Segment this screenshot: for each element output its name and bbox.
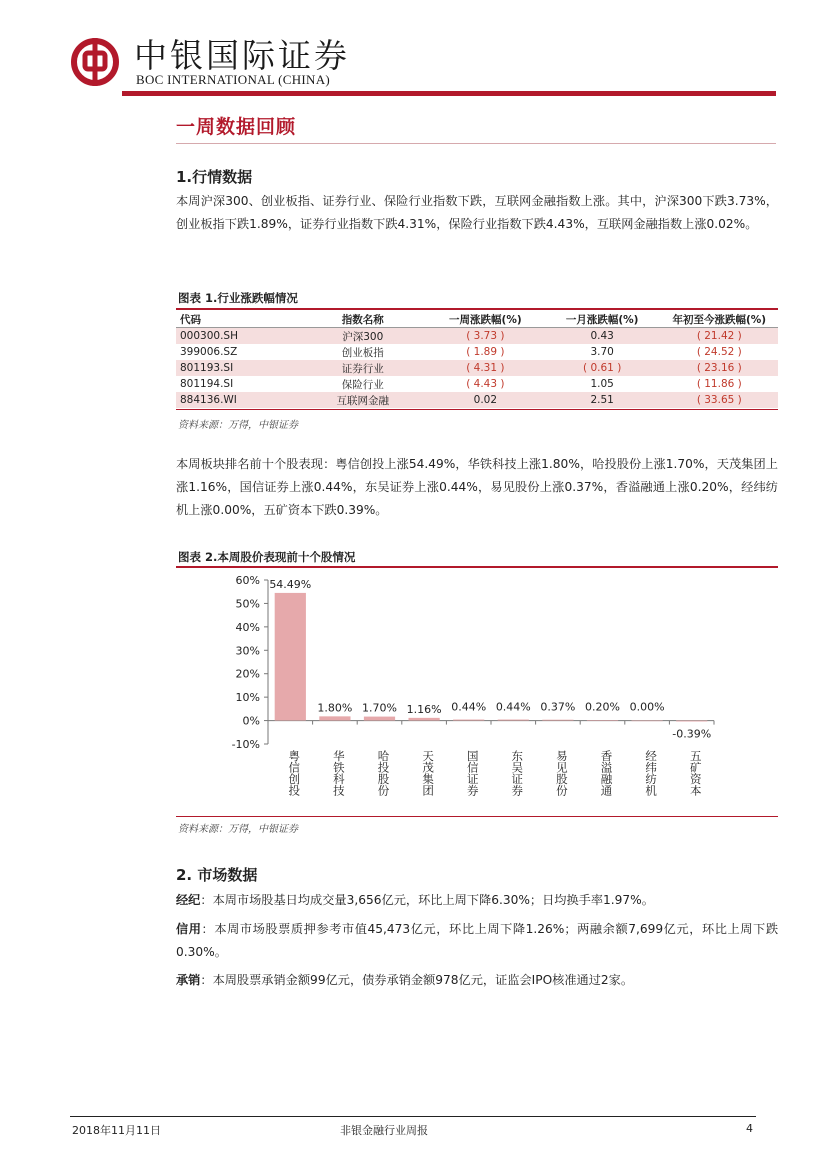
table-title: 图表 1.行业涨跌幅情况: [178, 291, 298, 305]
footer-date: 2018年11月11日: [72, 1124, 161, 1137]
label-separator: ：: [201, 922, 215, 936]
cell-week-change: ( 1.89 ): [466, 346, 505, 358]
data-label: 1.70%: [362, 701, 397, 715]
x-category-label: 国信证券: [465, 750, 480, 796]
col-header-index-name: 指数名称: [299, 311, 427, 328]
brand-name-en: BOC INTERNATIONAL (CHINA): [136, 72, 331, 87]
cell-code: 801193.SI: [176, 360, 299, 376]
top-ten-bar-chart: [176, 568, 778, 814]
footer-report-name: 非银金融行业周报: [340, 1124, 428, 1137]
cell-ytd-change: ( 21.42 ): [661, 328, 778, 345]
table-row: [176, 376, 778, 392]
label-brokerage: 经纪: [176, 893, 201, 907]
chart-source: 资料来源：万得，中银证券: [178, 824, 298, 835]
cell-month-change: 0.43: [544, 328, 661, 345]
chart-bottom-rule: [176, 816, 778, 817]
bar-国信证券: [453, 720, 484, 721]
y-tick-label: 0%: [242, 714, 260, 728]
table-source: 资料来源：万得，中银证券: [178, 420, 298, 431]
cell-index-name: 沪深300: [299, 328, 427, 345]
cell-month-change: 1.05: [590, 378, 614, 390]
data-label: -0.39%: [672, 727, 712, 741]
text-credit: 本周市场股票质押参考市值45,473亿元，环比上周下降1.26%；两融余额7,699亿元，环比上周下跌0.30%。: [176, 922, 779, 959]
subsection-title-market: 1.行情数据: [176, 168, 253, 186]
x-category-label: 五矿资本: [688, 750, 703, 796]
col-header-ytd-change: 年初至今涨跌幅(%): [661, 311, 778, 328]
cell-week-change: 0.02: [427, 392, 544, 408]
section-title-rule: [176, 143, 776, 144]
section-title: 一周数据回顾: [176, 116, 297, 138]
col-header-code: 代码: [176, 311, 299, 328]
cell-month-change: 2.51: [544, 392, 661, 408]
cell-code: 801194.SI: [180, 378, 234, 390]
x-category-label: 易见股份: [554, 750, 569, 796]
data-label: 1.80%: [317, 701, 353, 715]
bar-哈投股份: [364, 717, 395, 721]
data-label: 0.00%: [629, 700, 665, 714]
y-tick-label: 20%: [235, 667, 260, 681]
paragraph-top-ten: 本周板块排名前十个股表现：粤信创投上涨54.49%，华铁科技上涨1.80%，哈投股份上涨1.70%，天茂集团上涨1.16%，国信证券上涨0.44%，东吴证券上涨0.44%，易见股份上涨0.37%，香溢融通上涨0.20%，经纬纺机上涨0.00%，五矿资本下跌0.39%。: [176, 457, 778, 517]
cell-ytd-change: ( 33.65 ): [661, 392, 778, 408]
bar-香溢融通: [587, 720, 618, 721]
chart-title: 图表 2.本周股价表现前十个股情况: [178, 550, 356, 564]
bar-粤信创投: [275, 593, 306, 721]
cell-month-change: 3.70: [590, 346, 614, 358]
table-row: [176, 392, 778, 408]
y-tick-label: 60%: [235, 574, 260, 587]
bar-经纬纺机: [631, 721, 662, 722]
cell-code: 399006.SZ: [180, 346, 238, 358]
cell-index-name: 证券行业: [299, 360, 427, 376]
x-category-label: 香溢融通: [599, 750, 614, 796]
brand-name-cn: 中银国际证券: [134, 36, 350, 75]
table-row: [176, 328, 778, 345]
label-underwriting: 承销: [176, 973, 201, 987]
header-rule: [122, 91, 776, 96]
col-header-week-change: 一周涨跌幅(%): [427, 311, 544, 328]
bar-东吴证券: [498, 720, 529, 721]
bar-华铁科技: [319, 716, 350, 720]
bar-天茂集团: [408, 718, 439, 721]
paragraph-brokerage: [176, 889, 778, 912]
subsection-title-market-data: 2. 市场数据: [176, 866, 258, 884]
cell-ytd-change: ( 24.52 ): [696, 346, 742, 358]
footer-page-number: 4: [746, 1122, 753, 1135]
table-header-row: [176, 311, 778, 328]
data-label: 1.16%: [406, 702, 442, 716]
y-tick-label: 10%: [235, 691, 260, 705]
boc-logo: [70, 37, 120, 87]
data-label: 0.20%: [585, 700, 620, 714]
data-label: 0.44%: [451, 700, 487, 714]
x-category-label: 经纬纺机: [644, 750, 659, 796]
paragraph-market-summary: 本周沪深300、创业板指、证券行业、保险行业指数下跌，互联网金融指数上涨。其中，沪深300下跌3.73%，创业板指下跌1.89%，证券行业指数下跌4.31%，保险行业指数下跌4.43%，互联网金融指数上涨0.02%。: [176, 194, 778, 231]
industry-change-table: [176, 311, 778, 408]
bar-易见股份: [542, 720, 573, 721]
cell-ytd-change: ( 11.86 ): [696, 378, 742, 390]
y-tick-label: 50%: [235, 597, 260, 611]
y-tick-label: -10%: [231, 738, 260, 751]
x-category-label: 哈投股份: [376, 750, 391, 796]
data-label: 0.44%: [495, 700, 531, 714]
data-label: 54.49%: [269, 577, 312, 591]
cell-index-name: 保险行业: [341, 378, 384, 391]
cell-week-change: ( 4.31 ): [427, 360, 544, 376]
table-row: [176, 344, 778, 360]
paragraph-credit: [176, 918, 778, 964]
x-category-label: 天茂集团: [421, 750, 436, 796]
text-brokerage: 本周市场股基日均成交量3,656亿元，环比上周下降6.30%；日均换手率1.97%。: [212, 893, 654, 907]
y-tick-label: 40%: [235, 620, 260, 634]
cell-code: 884136.WI: [176, 392, 299, 408]
y-tick-label: 30%: [235, 644, 260, 658]
cell-index-name: 互联网金融: [299, 392, 427, 408]
table-bottom-rule: [176, 409, 778, 410]
cell-week-change: ( 3.73 ): [427, 328, 544, 345]
table-row: [176, 360, 778, 376]
cell-week-change: ( 4.43 ): [466, 378, 505, 390]
cell-index-name: 创业板指: [341, 346, 384, 359]
cell-ytd-change: ( 23.16 ): [661, 360, 778, 376]
bar-五矿资本: [676, 721, 707, 722]
footer-rule: [70, 1116, 756, 1117]
cell-code: 000300.SH: [176, 328, 299, 345]
x-category-label: 东吴证券: [510, 750, 525, 796]
label-credit: 信用: [176, 922, 202, 936]
table-title-rule: [176, 308, 778, 310]
col-header-month-change: 一月涨跌幅(%): [544, 311, 661, 328]
x-category-label: 华铁科技: [331, 750, 346, 796]
label-separator: ：: [200, 893, 213, 907]
text-underwriting: 本周股票承销金额99亿元，债券承销金额978亿元，证监会IPO核准通过2家。: [212, 973, 634, 987]
paragraph-underwriting: [176, 969, 778, 992]
x-category-label: 粤信创投: [287, 750, 302, 796]
data-label: 0.37%: [540, 700, 576, 714]
label-separator: ：: [200, 973, 213, 987]
cell-month-change: ( 0.61 ): [544, 360, 661, 376]
